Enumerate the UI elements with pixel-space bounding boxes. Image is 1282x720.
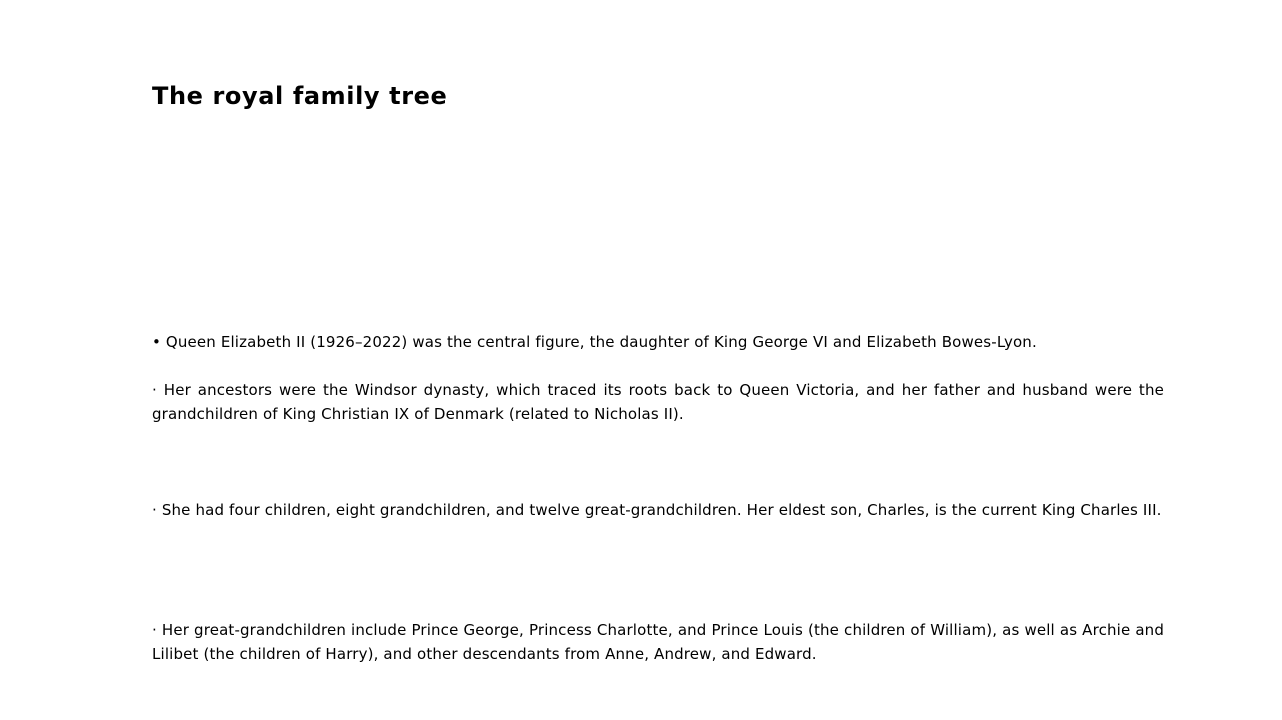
slide-title: The royal family tree [152,82,448,110]
paragraph-elizabeth: • Queen Elizabeth II (1926–2022) was the central figure, the daughter of King George VI and Elizabeth Bowes-Lyon. [152,333,1037,351]
paragraph-great-grandchildren: · Her great-grandchildren include Prince George, Princess Charlotte, and Prince Louis (the children of William), as well as Archie and Lilibet (the children of Harry), and other descendants from Anne, Andrew, and Edward. [152,621,1164,663]
paragraph-ancestors: · Her ancestors were the Windsor dynasty, which traced its roots back to Queen Victoria, and her father and husband were the grandchildren of King Christian IX of Denmark (related to Nicholas II). [152,381,1164,423]
paragraph-children: · She had four children, eight grandchildren, and twelve great-grandchildren. Her eldest son, Charles, is the current King Charles III. [152,501,1162,519]
